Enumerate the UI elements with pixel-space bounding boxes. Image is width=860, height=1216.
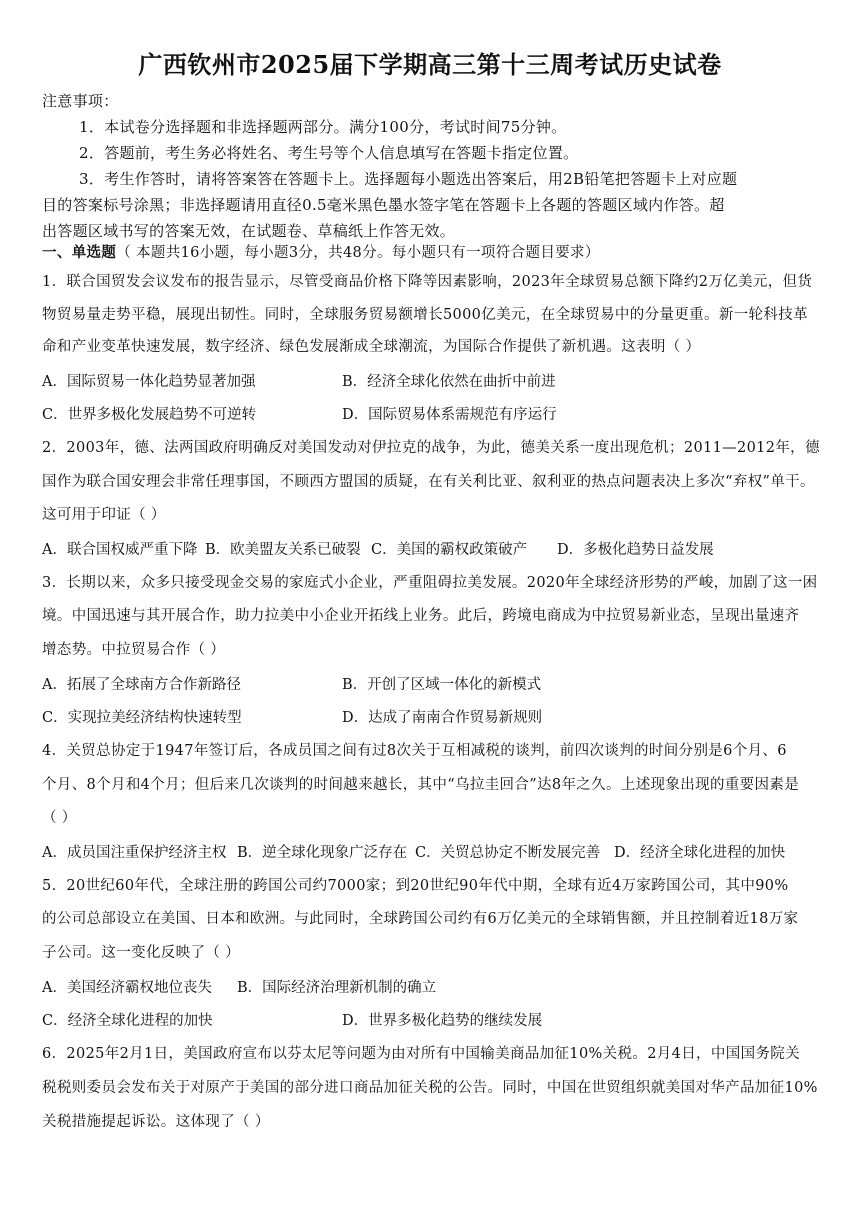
question-line: （ ） xyxy=(42,810,77,826)
question-line: 命和产业变革快速发展，数字经济、绿色发展渐成全球潮流，为国际合作提供了新机遇。这表明（ ） xyxy=(42,339,701,355)
section-header xyxy=(42,241,822,265)
notice-heading: 注意事项： xyxy=(42,92,119,110)
option-b: B．逆全球化现象广泛存在 xyxy=(237,845,408,861)
question-line: 6．2025年2月1日，美国政府宣布以芬太尼等问题为由对所有中国输美商品加征10%关税。2月4日，中国国务院关 xyxy=(42,1046,801,1062)
question-line: 增态势。中拉贸易合作（ ） xyxy=(42,642,226,658)
question-line: 个月、8个月和4个月；但后来几次谈判的时间越来越长，其中“乌拉圭回合”达8年之久。上述现象出现的重要因素是 xyxy=(42,777,800,793)
option-a: A．美国经济霸权地位丧失 xyxy=(42,980,212,996)
question-line: 4．关贸总协定于1947年签订后，各成员国之间有过8次关于互相减税的谈判，前四次谈判的时间分别是6个月、6 xyxy=(42,743,787,759)
section-heading: 一、单选题 xyxy=(42,244,117,261)
option-d: D．多极化趋势日益发展 xyxy=(557,542,714,558)
question-line: 物贸易量走势平稳，展现出韧性。同时，全球服务贸易额增长5000亿美元，在全球贸易中的分量更重。新一轮科技革 xyxy=(42,307,808,323)
question-line: 这可用于印证（ ） xyxy=(42,507,166,523)
question-line: 2．2003年，德、法两国政府明确反对美国发动对伊拉克的战争，为此，德美关系一度出现危机；2011—2012年，德 xyxy=(42,440,820,456)
question-line: 税税则委员会发布关于对原产于美国的部分进口商品加征关税的公告。同时，中国在世贸组织就美国对华产品加征10% xyxy=(42,1080,818,1096)
question-line: 子公司。这一变化反映了（ ） xyxy=(42,945,241,961)
notice-item: 3．考生作答时，请将答案答在答题卡上。选择题每小题选出答案后，用2B铅笔把答题卡上对应题 xyxy=(79,170,738,188)
option-a: A．国际贸易一体化趋势显著加强 xyxy=(42,374,256,390)
option-a: A．拓展了全球南方合作新路径 xyxy=(42,677,241,693)
notice-item: 2．答题前，考生务必将姓名、考生号等个人信息填写在答题卡指定位置。 xyxy=(79,144,579,162)
option-a: A．联合国权威严重下降 xyxy=(42,542,198,558)
option-b: B．经济全球化依然在曲折中前进 xyxy=(342,374,556,390)
notice-item: 出答题区域书写的答案无效，在试题卷、草稿纸上作答无效。 xyxy=(42,222,456,240)
option-c: C．世界多极化发展趋势不可逆转 xyxy=(42,407,257,423)
question-line: 国作为联合国安理会非常任理事国，不顾西方盟国的质疑，在有关利比亚、叙利亚的热点问题表决上多次“弃权”单干。 xyxy=(42,474,815,490)
option-c: C．经济全球化进程的加快 xyxy=(42,1013,213,1029)
option-d: D．经济全球化进程的加快 xyxy=(614,845,786,861)
option-b: B．国际经济治理新机制的确立 xyxy=(237,980,437,996)
option-d: D．达成了南南合作贸易新规则 xyxy=(342,710,543,726)
question-line: 5．20世纪60年代，全球注册的跨国公司约7000家；到20世纪90年代中期，全球有近4万家跨国公司，其中90% xyxy=(42,878,789,894)
option-d: D．世界多极化趋势的继续发展 xyxy=(342,1013,543,1029)
option-c: C．实现拉美经济结构快速转型 xyxy=(42,710,242,726)
question-line: 1．联合国贸发会议发布的报告显示，尽管受商品价格下降等因素影响，2023年全球贸易总额下降约2万亿美元，但货 xyxy=(42,274,813,290)
question-line: 的公司总部设立在美国、日本和欧洲。与此同时，全球跨国公司约有6万亿美元的全球销售额，并且控制着近18万家 xyxy=(42,911,799,927)
notice-item: 目的答案标号涂黑；非选择题请用直径0.5毫米黑色墨水签字笔在答题卡上各题的答题区域内作答。超 xyxy=(42,196,725,214)
option-b: B．开创了区域一体化的新模式 xyxy=(342,677,542,693)
option-b: B．欧美盟友关系已破裂 xyxy=(205,542,361,558)
option-a: A．成员国注重保护经济主权 xyxy=(42,845,227,861)
question-line: 关税措施提起诉讼。这体现了（ ） xyxy=(42,1114,270,1130)
question-line: 境。中国迅速与其开展合作，助力拉美中小企业开拓线上业务。此后，跨境电商成为中拉贸易新业态，呈现出量速齐 xyxy=(42,608,800,624)
notice-item: 1．本试卷分选择题和非选择题两部分。满分100分，考试时间75分钟。 xyxy=(79,118,567,136)
section-note: （ 本题共16小题，每小题3分，共48分。每小题只有一项符合题目要求） xyxy=(116,245,600,261)
page-title: 广西钦州市2025届下学期高三第十三周考试历史试卷 xyxy=(138,50,722,79)
question-line: 3．长期以来，众多只接受现金交易的家庭式小企业，严重阻碍拉美发展。2020年全球经济形势的严峻，加剧了这一困 xyxy=(42,575,818,591)
option-c: C．关贸总协定不断发展完善 xyxy=(415,845,601,861)
option-d: D．国际贸易体系需规范有序运行 xyxy=(342,407,557,423)
option-c: C．美国的霸权政策破产 xyxy=(371,542,528,558)
